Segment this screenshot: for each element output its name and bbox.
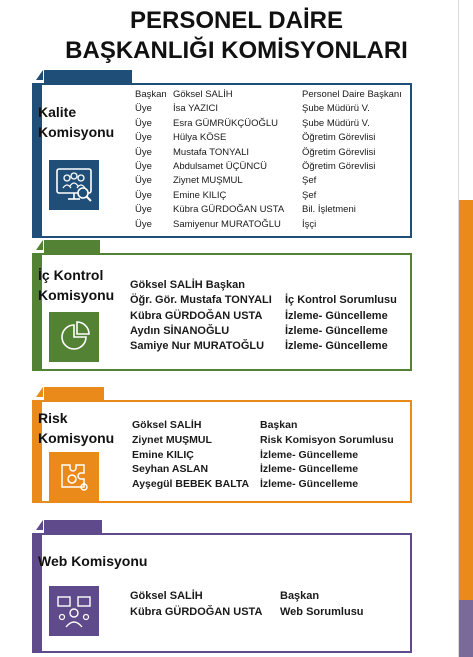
member-name: Kübra GÜRDOĞAN USTA <box>130 309 263 322</box>
member-name: Emine KILIÇ <box>132 448 194 461</box>
member-name: Göksel SALİH <box>132 419 202 431</box>
member-name: Ziynet MUŞMUL <box>173 175 243 187</box>
member-duty: İzleme- Güncelleme <box>285 309 388 322</box>
member-duty: İzleme- Güncelleme <box>260 478 359 491</box>
kalite-corner <box>36 70 43 80</box>
member-name: Emine KILIÇ <box>173 189 227 201</box>
member-role: Üye <box>135 103 152 115</box>
risk-title-line1: Risk <box>38 410 68 426</box>
risk-title-line2: Komisyonu <box>38 430 115 446</box>
member-name: Ziynet MUŞMUL <box>132 433 212 446</box>
member-duty: Personel Daire Başkanı <box>302 89 402 100</box>
member-role: Üye <box>135 218 152 230</box>
member-duty: Öğretim Görevlisi <box>302 146 376 158</box>
member-name: Öğr. Gör. Mustafa TONYALI <box>130 294 272 307</box>
kalite-title <box>38 102 114 142</box>
member-duty: Şef <box>302 189 317 201</box>
member-duty: Başkan <box>260 419 298 431</box>
side-stripe-orange <box>459 200 473 600</box>
member-name: Mustafa TONYALI <box>173 146 250 158</box>
member-name: Göksel SALİH <box>130 590 203 602</box>
risk-title <box>38 408 114 448</box>
member-duty: İzleme- Güncelleme <box>285 324 388 337</box>
team-search-icon <box>49 160 99 210</box>
member-duty: Şube Müdürü V. <box>302 117 370 129</box>
member-name: Kübra GÜRDOĞAN USTA <box>173 204 285 216</box>
member-duty: Öğretim Görevlisi <box>302 132 376 144</box>
member-role: Üye <box>135 117 152 129</box>
ic-kontrol-corner <box>36 240 43 250</box>
web-team-icon <box>49 586 99 636</box>
member-duty: Şef <box>302 175 317 187</box>
ic-kontrol-title-line1: İç Kontrol <box>38 267 104 283</box>
page-title-line2: BAŞKANLIĞI KOMİSYONLARI <box>65 37 408 64</box>
member-duty: Web Sorumlusu <box>280 606 364 618</box>
member-duty: İç Kontrol Sorumlusu <box>285 294 397 307</box>
web-title: Web Komisyonu <box>38 553 148 569</box>
member-name: İsa YAZICI <box>173 103 219 115</box>
page-title <box>0 6 473 66</box>
member-duty: İzleme- Güncelleme <box>285 340 388 353</box>
member-role: Üye <box>135 132 152 144</box>
member-name: Samiyenur MURATOĞLU <box>173 218 281 230</box>
member-name: Göksel SALİH <box>173 89 233 100</box>
member-name: Abdulsamet ÜÇÜNCÜ <box>173 160 267 172</box>
member-duty: Risk Komisyon Sorumlusu <box>260 433 394 446</box>
ic-kontrol-title-line2: Komisyonu <box>38 287 115 303</box>
pie-chart-icon <box>49 312 99 362</box>
member-name: Hülya KÖSE <box>173 132 227 144</box>
member-name: Esra GÜMRÜKÇÜOĞLU <box>173 117 279 129</box>
member-duty: İşçi <box>302 218 317 230</box>
member-name: Samiye Nur MURATOĞLU <box>130 340 265 353</box>
side-stripe-purple <box>459 600 473 657</box>
ic-kontrol-title <box>38 265 114 305</box>
member-name: Seyhan ASLAN <box>132 463 209 476</box>
member-duty: Şube Müdürü V. <box>302 103 370 115</box>
puzzle-gears-icon <box>49 452 99 502</box>
member-duty: Başkan <box>280 590 320 602</box>
web-corner <box>36 520 43 530</box>
member-role: Üye <box>135 204 152 216</box>
member-duty: İzleme- Güncelleme <box>260 463 359 476</box>
kalite-title-line2: Komisyonu <box>38 124 115 140</box>
member-role: Başkan <box>135 89 167 100</box>
kalite-title-line1: Kalite <box>38 104 77 120</box>
page-title-line1: PERSONEL DAİRE <box>130 7 343 34</box>
member-role: Üye <box>135 175 152 187</box>
member-duty: İzleme- Güncelleme <box>260 448 359 461</box>
member-name: Kübra GÜRDOĞAN USTA <box>130 606 263 618</box>
member-name: Aydın SİNANOĞLU <box>130 324 230 337</box>
side-divider <box>458 0 459 657</box>
member-duty: Öğretim Görevlisi <box>302 160 376 172</box>
member-role: Üye <box>135 146 152 158</box>
member-name: Göksel SALİH Başkan <box>130 279 245 291</box>
member-role: Üye <box>135 160 152 172</box>
member-name: Ayşegül BEBEK BALTA <box>132 478 250 491</box>
member-duty: Bil. İşletmeni <box>302 204 356 216</box>
risk-corner <box>36 387 43 397</box>
member-role: Üye <box>135 189 152 201</box>
